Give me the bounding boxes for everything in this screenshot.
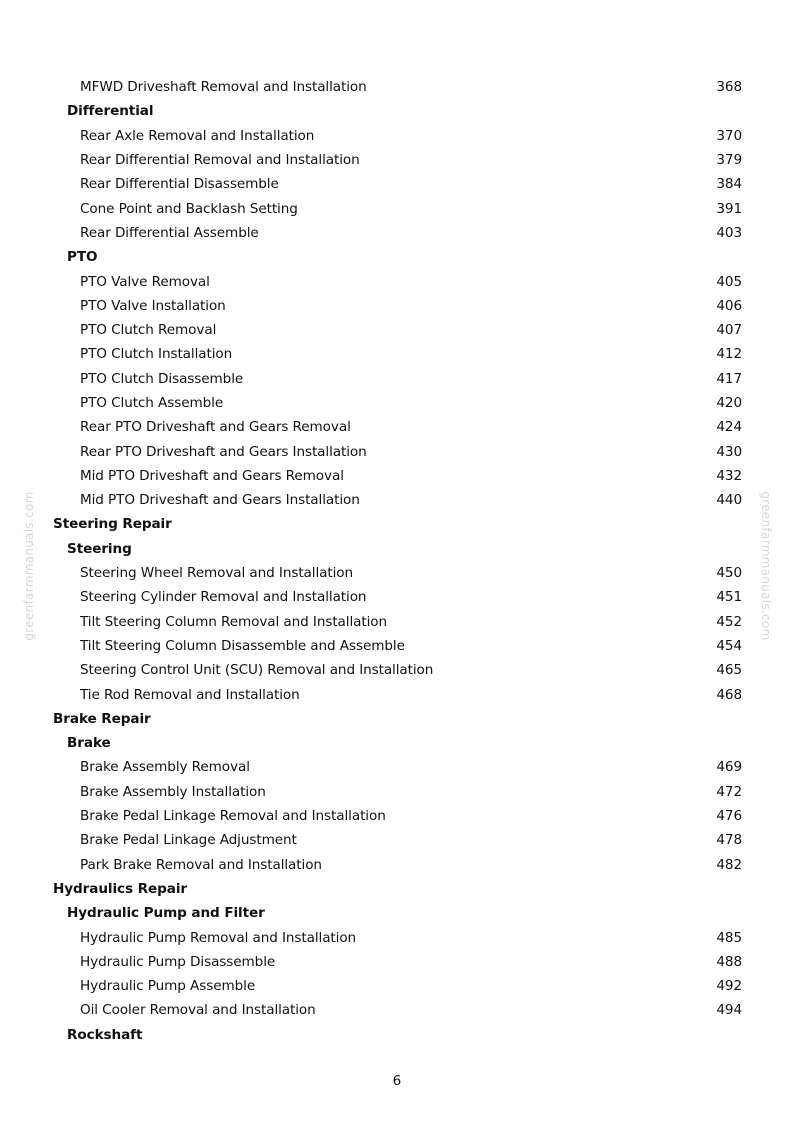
toc-chapter <box>0 877 794 901</box>
toc-page-number: 451 <box>716 589 742 606</box>
toc-entry[interactable] <box>0 561 794 585</box>
page-number: 6 <box>392 1073 402 1089</box>
toc-section <box>0 245 794 269</box>
toc-page-number: 450 <box>716 565 742 582</box>
toc-title: Steering <box>67 540 132 557</box>
toc-title: PTO Valve Removal <box>80 273 210 290</box>
toc-page-number: 384 <box>716 176 742 193</box>
toc-entry[interactable] <box>0 269 794 293</box>
toc-page-number: 405 <box>716 273 742 290</box>
toc-page-number: 417 <box>716 370 742 387</box>
toc-title: Steering Cylinder Removal and Installation <box>80 589 367 606</box>
toc-title: Tilt Steering Column Removal and Installation <box>80 613 388 630</box>
toc-page-number: 406 <box>716 297 742 314</box>
watermark-left: greenfarmmanuals.com <box>22 491 36 641</box>
toc-entry[interactable] <box>0 415 794 439</box>
toc-entry[interactable] <box>0 925 794 949</box>
toc-page-number: 440 <box>716 492 742 509</box>
toc-entry[interactable] <box>0 853 794 877</box>
toc-entry[interactable] <box>0 318 794 342</box>
toc-entry[interactable] <box>0 804 794 828</box>
watermark-right: greenfarmmanuals.com <box>759 491 773 641</box>
toc-title: Hydraulic Pump and Filter <box>67 905 265 922</box>
toc-page-number: 476 <box>716 808 742 825</box>
toc-entry[interactable] <box>0 950 794 974</box>
toc-title: Brake <box>67 735 111 752</box>
toc-entry[interactable] <box>0 391 794 415</box>
toc-title: PTO Clutch Disassemble <box>80 370 244 387</box>
toc-title: Rear Differential Removal and Installation <box>80 152 360 169</box>
toc-page-number: 454 <box>716 637 742 654</box>
toc-title: Brake Repair <box>53 710 151 727</box>
toc-title: Hydraulic Pump Assemble <box>80 978 256 995</box>
toc-page-number: 485 <box>716 929 742 946</box>
toc-page-number: 430 <box>716 443 742 460</box>
toc-page-number: 478 <box>716 832 742 849</box>
toc-page-number: 492 <box>716 978 742 995</box>
toc-title: Hydraulic Pump Disassemble <box>80 953 276 970</box>
toc-title: Hydraulic Pump Removal and Installation <box>80 929 357 946</box>
toc-entry[interactable] <box>0 828 794 852</box>
toc-title: Cone Point and Backlash Setting <box>80 200 298 217</box>
toc-entry[interactable] <box>0 75 794 99</box>
toc-entry[interactable] <box>0 221 794 245</box>
toc-section <box>0 99 794 123</box>
toc-page-number: 370 <box>716 127 742 144</box>
toc-page-number: 472 <box>716 783 742 800</box>
toc-title: PTO Clutch Assemble <box>80 395 224 411</box>
toc-page-number: 488 <box>716 953 742 970</box>
toc-page-number: 391 <box>716 200 742 217</box>
toc-title: PTO Clutch Installation <box>80 346 233 363</box>
toc-title: Steering Repair <box>53 516 172 533</box>
toc-entry[interactable] <box>0 439 794 463</box>
toc-title: Brake Assembly Installation <box>80 783 266 800</box>
toc-page-number: 452 <box>716 613 742 630</box>
toc-title: Tilt Steering Column Disassemble and Assemble <box>80 637 405 654</box>
toc-entry[interactable] <box>0 658 794 682</box>
toc-entry[interactable] <box>0 998 794 1022</box>
toc-page-number: 465 <box>716 662 742 679</box>
toc-entry[interactable] <box>0 610 794 634</box>
toc-section <box>0 731 794 755</box>
toc-title: Brake Pedal Linkage Removal and Installation <box>80 808 386 825</box>
toc-chapter <box>0 512 794 536</box>
toc-entry[interactable] <box>0 172 794 196</box>
toc-section <box>0 537 794 561</box>
toc-chapter <box>0 707 794 731</box>
toc-title: Hydraulics Repair <box>53 880 187 897</box>
toc-title: Rear Axle Removal and Installation <box>80 127 315 144</box>
toc-entry[interactable] <box>0 780 794 804</box>
toc-entry[interactable] <box>0 634 794 658</box>
toc-title: Mid PTO Driveshaft and Gears Removal <box>80 467 344 484</box>
toc-entry[interactable] <box>0 342 794 366</box>
toc-page-number: 368 <box>716 79 742 96</box>
toc-title: Brake Assembly Removal <box>80 759 250 776</box>
toc-page-number: 420 <box>716 395 742 411</box>
toc-entry[interactable] <box>0 124 794 148</box>
toc-title: Steering Wheel Removal and Installation <box>80 565 354 582</box>
toc-title: Brake Pedal Linkage Adjustment <box>80 832 297 849</box>
toc-entry[interactable] <box>0 367 794 391</box>
toc-title: PTO Valve Installation <box>80 297 226 314</box>
toc-entry[interactable] <box>0 196 794 220</box>
toc-title: Rear PTO Driveshaft and Gears Removal <box>80 419 351 436</box>
toc-entry[interactable] <box>0 585 794 609</box>
toc-title: Steering Control Unit (SCU) Removal and Installation <box>80 662 434 679</box>
toc-page-number: 424 <box>716 419 742 436</box>
toc-title: Mid PTO Driveshaft and Gears Installation <box>80 492 360 509</box>
toc-entry[interactable] <box>0 294 794 318</box>
toc-title: Rear Differential Assemble <box>80 224 259 241</box>
toc-page-number: 407 <box>716 322 742 339</box>
toc-page-number: 468 <box>716 686 742 703</box>
toc-title: Park Brake Removal and Installation <box>80 856 322 873</box>
toc-page-number: 494 <box>716 1002 742 1019</box>
toc-page-number: 469 <box>716 759 742 776</box>
toc-title: Differential <box>67 103 154 120</box>
toc-page-number: 379 <box>716 152 742 169</box>
toc-entry[interactable] <box>0 682 794 706</box>
toc-page-number: 412 <box>716 346 742 363</box>
toc-entry[interactable] <box>0 974 794 998</box>
toc-entry[interactable] <box>0 488 794 512</box>
toc-title: Rear PTO Driveshaft and Gears Installation <box>80 443 367 460</box>
toc-entry[interactable] <box>0 464 794 488</box>
toc-title: Tie Rod Removal and Installation <box>80 686 300 703</box>
toc-entry[interactable] <box>0 148 794 172</box>
toc-entry[interactable] <box>0 755 794 779</box>
toc-title: PTO Clutch Removal <box>80 322 217 339</box>
toc-page-number: 432 <box>716 467 742 484</box>
toc-section <box>0 1023 794 1047</box>
toc-title: MFWD Driveshaft Removal and Installation <box>80 79 367 96</box>
table-of-contents <box>0 75 794 1047</box>
toc-page-number: 482 <box>716 856 742 873</box>
toc-title: PTO <box>67 249 98 266</box>
toc-section <box>0 901 794 925</box>
toc-title: Oil Cooler Removal and Installation <box>80 1002 316 1019</box>
toc-title: Rear Differential Disassemble <box>80 176 279 193</box>
toc-page-number: 403 <box>716 224 742 241</box>
toc-title: Rockshaft <box>67 1026 143 1043</box>
